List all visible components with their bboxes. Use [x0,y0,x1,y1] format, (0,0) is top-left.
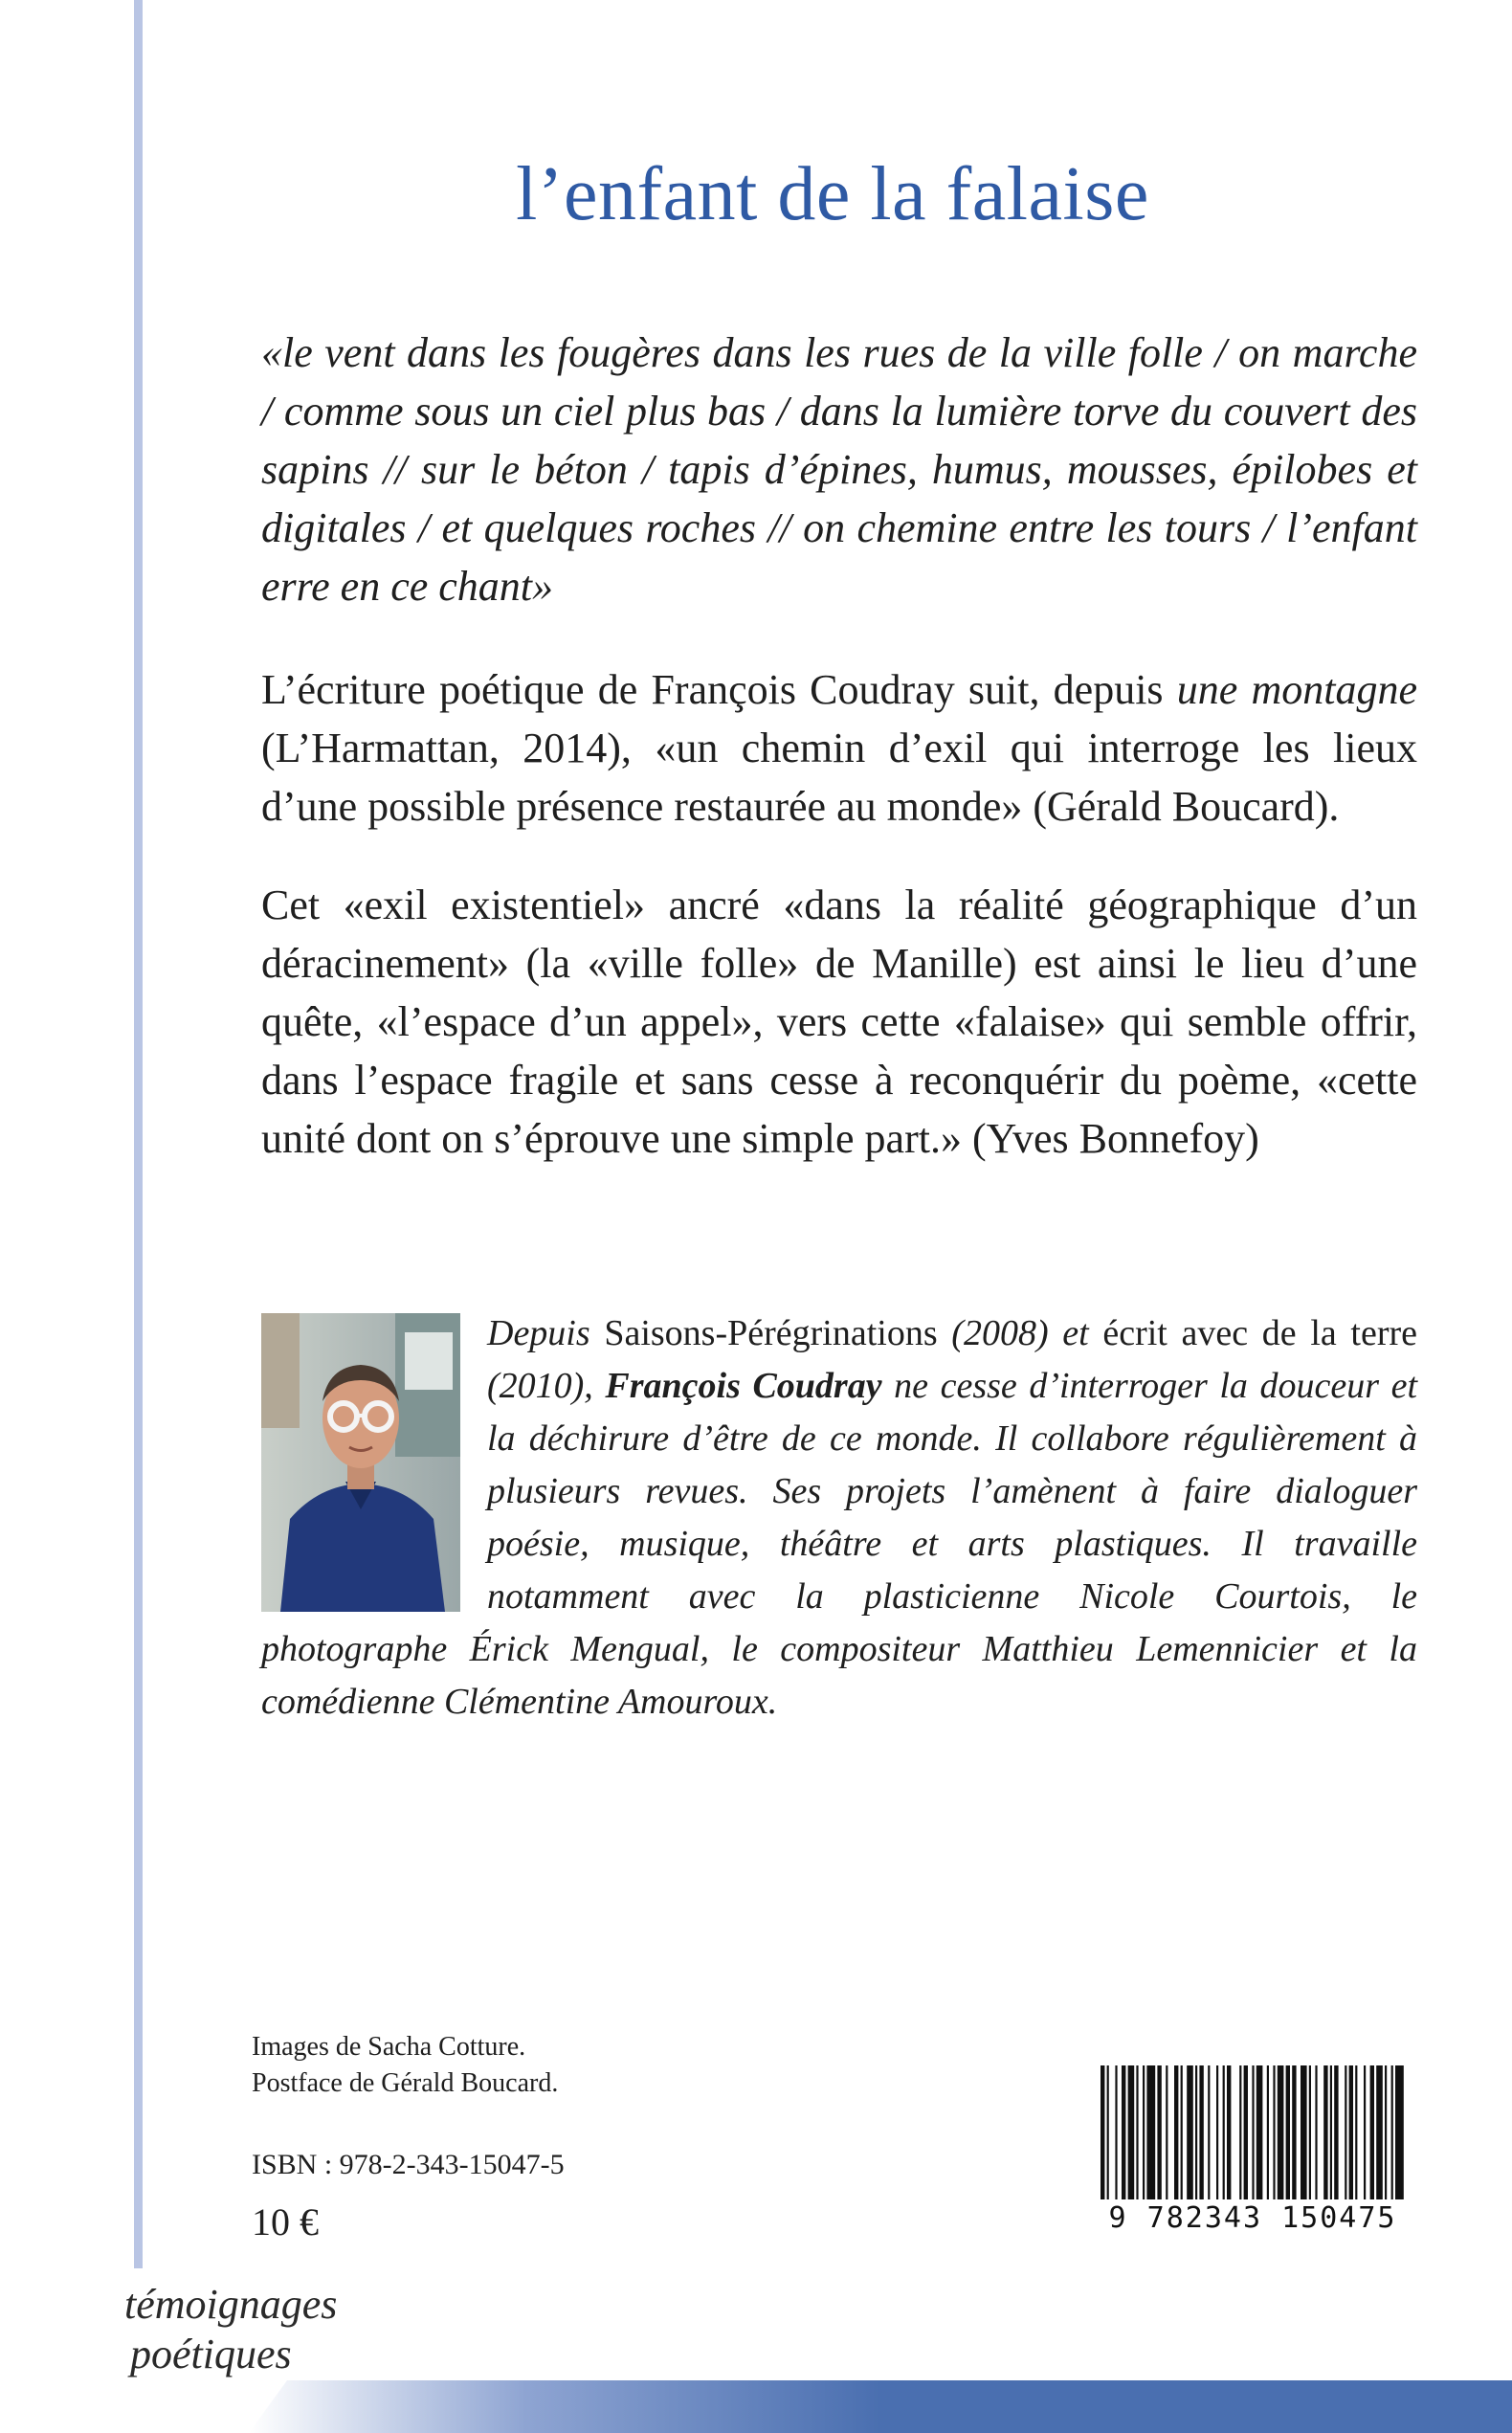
barcode-bar [1252,2065,1254,2199]
bio-text-3: (2010), [487,1366,606,1406]
barcode-bar [1227,2065,1231,2199]
credit-images: Images de Sacha Cotture. [252,2032,526,2062]
description-paragraph-2: Cet «exil existentiel» ancré «dans la réalité géographique d’un déracinement» (la «ville folle» de Manille) est ainsi le lieu d’une quête, «l’espace d’un appel», vers cette «falaise» qui semble offrir, dans l’espace fragile et sans cesse à reconquérir du poème, «cette unité dont on s’éprouve une simple part.» (Yves Bonnefoy) [261,882,1417,1162]
barcode-bar [1244,2065,1248,2199]
barcode-bar [1128,2065,1135,2199]
p2-text-a: L’écriture poétique de François Coudray suit, depuis [261,666,1177,713]
barcode-bar [1166,2065,1167,2199]
photo-wrap-spacer [261,1307,487,1616]
barcode-bar [1345,2065,1346,2199]
barcode-bar [1174,2065,1178,2199]
series-word-1: témoignages [124,2281,338,2328]
p2-text-b: (L’Harmattan, 2014), «un chemin d’exil qui interroge les lieux d’une possible présence restaurée au monde» (Gérald Boucard). [261,725,1417,830]
barcode-bar [1256,2065,1263,2199]
price: 10 € [252,2200,319,2243]
barcode-bar [1199,2065,1203,2199]
bio-author-name: François Coudray [605,1366,882,1406]
barcode-bar [1334,2065,1338,2199]
barcode-digits: 9 782343 150475 [1108,2201,1397,2235]
barcode-bar [1107,2065,1109,2199]
barcode-bar [1376,2065,1383,2199]
barcode-bar [1355,2065,1357,2199]
left-margin-rule [134,0,143,2268]
barcode-bar [1385,2065,1387,2199]
barcode-bar [1239,2065,1241,2199]
barcode-bar [1370,2065,1374,2199]
bio-work-2: écrit avec de la terre [1102,1313,1418,1353]
description-paragraph-1 [261,660,1417,836]
barcode-bar [1301,2065,1307,2199]
credit-postface: Postface de Gérald Boucard. [252,2068,559,2098]
barcode-bar [1195,2065,1197,2199]
barcode-bar [1273,2065,1275,2199]
barcode-bar [1143,2065,1145,2199]
barcode-bar [1146,2065,1155,2199]
barcode-bar [1101,2065,1104,2199]
barcode-bar [1216,2065,1218,2199]
barcode-bar [1122,2065,1125,2199]
credits [252,2029,558,2102]
series-word-2: poétiques [130,2331,292,2377]
barcode-bar [1286,2065,1290,2199]
barcode-bar [1395,2065,1404,2199]
barcode-bar [1208,2065,1210,2199]
barcode-bar [1315,2065,1317,2199]
isbn: ISBN : 978-2-343-15047-5 [252,2149,565,2180]
book-title: l’enfant de la falaise [516,152,1149,236]
barcode-bar [1292,2065,1296,2199]
bio-text-2: (2008) et [937,1313,1103,1353]
barcode-bar [1267,2065,1269,2199]
bio-work-1: Saisons-Pérégrinations [604,1313,938,1353]
barcode-bar [1323,2065,1327,2199]
author-bio [261,1307,1417,1729]
series-logo [124,2280,337,2379]
barcode-bar [1349,2065,1353,2199]
barcode-bar [1136,2065,1138,2199]
barcode-bar [1330,2065,1332,2199]
barcode-bar [1181,2065,1183,2199]
barcode-bar [1309,2065,1311,2199]
barcode-bar [1115,2065,1117,2199]
bio-text-4: ne cesse d’interroger la douceur et la déchirure d’être de ce monde. Il collabore régulièrement à plusieurs revues. Ses projets l’amènent à faire dialoguer poésie, musique, théâtre et arts plastiques. Il travaille notamment avec la plasticienne Nicole Courtois, le photographe Érick Mengual, le compositeur Matthieu Lemennicier et la comédienne Clémentine Amouroux. [261,1366,1417,1722]
barcode-bar [1364,2065,1366,2199]
bio-text-1: Depuis [487,1313,605,1353]
epigraph-quote: «le vent dans les fougères dans les rues de la ville folle / on marche / comme sous un ciel plus bas / dans la lumière torve du couvert des sapins // sur le béton / tapis d’épines, humus, mousses, épilobes et digitales / et quelques roches // on chemine entre les tours / l’enfant erre en ce chant» [261,329,1417,610]
barcode-bar [1157,2065,1161,2199]
barcode-bar [1391,2065,1393,2199]
barcode-bar [1223,2065,1225,2199]
p2-book-reference: une montagne [1176,666,1417,713]
barcode-bar [1278,2065,1284,2199]
barcode-bar [1187,2065,1193,2199]
